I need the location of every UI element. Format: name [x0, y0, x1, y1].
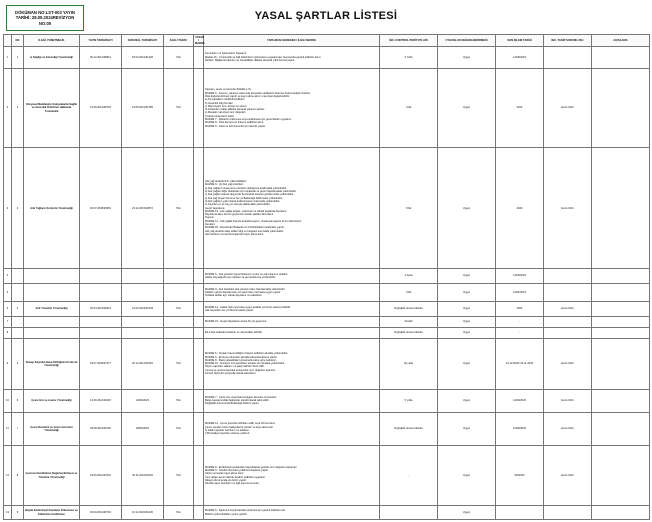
blank-cell	[194, 506, 204, 520]
row-index-cell: 13	[4, 506, 12, 520]
regulation-name-cell	[24, 327, 80, 338]
requirement-line: e) Kayıtları en az beş yıl süreyle saklamakla yükümlüdür.	[205, 203, 271, 207]
table-row	[4, 284, 650, 302]
requirement-line: Kapsam, amaç ve tanımlar (Madde 1-5):	[205, 88, 252, 92]
requirement-line: f) Alınan önlemlerin etkisi	[205, 114, 234, 118]
blank-cell	[194, 412, 204, 445]
requirement-line: Şikayet durumunda ek ölçüm yapılır.	[205, 478, 247, 482]
column-header	[4, 35, 12, 47]
regulation-name-cell: Atık Yönetimi Yönetmeliği	[24, 301, 80, 316]
requirement-text-cell	[204, 301, 380, 316]
responsible-cell	[544, 284, 592, 302]
requirement-line: Bildirim yükümlülükleri yerine getirilir.	[205, 512, 248, 516]
related-party-cell	[164, 284, 194, 302]
publish-date-cell: 02.03.2019/30702	[80, 506, 122, 520]
last-action-date-cell: -	[496, 327, 544, 338]
requirement-line: Atıkların geçici depolanması ve taşınması mevzuata uygun yapılır.	[205, 290, 281, 294]
note-cell	[592, 317, 650, 328]
publish-date-cell	[80, 317, 122, 328]
row-index-cell: 5	[4, 284, 12, 302]
responsible-cell: Çevre Müh.	[544, 389, 592, 412]
requirement-line: MADDE 7 - Risklerin önlenmesi veya azaltılması için genel ilkeler uygulanır.	[205, 117, 292, 121]
requirement-line: Taşıma:	[205, 216, 215, 220]
regulation-name-cell: Atık Yağların Kontrolü Yönetmeliği	[24, 148, 80, 269]
requirement-text-cell	[204, 445, 380, 505]
control-period-cell: 5 yılda	[380, 389, 438, 412]
requirement-line: Belge kapsamındaki faaliyetler sürekli olarak takip edilir.	[205, 399, 270, 403]
requirement-line: Ek-3 Atık etiketleri kullanılır ve atık kodları belirtilir.	[205, 331, 263, 335]
row-number-cell: 9	[12, 506, 24, 520]
related-party-cell: İSG	[164, 338, 194, 389]
responsible-cell: Çevre Müh.	[544, 148, 592, 269]
row-index-cell: 2	[4, 68, 12, 148]
table-row	[4, 269, 650, 284]
column-header: UYGUNLUK DEĞERLENDİRMESİ	[438, 35, 496, 47]
requirement-text-cell	[204, 412, 380, 445]
last-change-date-cell: 18.03.2021/31428	[122, 46, 164, 68]
related-party-cell	[164, 317, 194, 328]
requirement-line: Sınır değer aşımı halinde azaltım tedbirleri uygulanır.	[205, 475, 266, 479]
row-number-cell	[12, 269, 24, 284]
publish-date-cell: 02.04.2015/29314	[80, 301, 122, 316]
column-header: YASAK / MADDE	[195, 35, 205, 46]
related-party-cell	[164, 269, 194, 284]
last-change-date-cell	[122, 269, 164, 284]
blank-cell	[194, 68, 204, 148]
note-cell	[592, 68, 650, 148]
publish-date-cell	[80, 269, 122, 284]
blank-cell	[194, 46, 204, 68]
responsible-cell	[544, 327, 592, 338]
last-change-date-cell: 23.12.2015/29572	[122, 148, 164, 269]
column-header: İBU. TAKİP SORUMLUSU	[544, 35, 592, 47]
regulation-name-cell	[24, 269, 80, 284]
blank-cell	[194, 389, 204, 412]
control-period-cell: Yıllık	[380, 148, 438, 269]
requirement-line: MADDE 5 - İşletmeci büyük kazaları önlemek için gerekli tedbirleri alır.	[205, 509, 286, 513]
requirement-line: MADDE 14 - Atıklar ilgili mevzuata uygun şekilde çevrimiçi sisteme bildirilir.	[205, 305, 291, 309]
publish-date-cell: 10.09.2014/29115	[80, 389, 122, 412]
control-period-cell: Değişiklik olması halinde	[380, 301, 438, 316]
compliance-status-cell: Uygun	[438, 148, 496, 269]
requirement-line: a) Kimyasalların tehlikeli özellikleri	[205, 98, 245, 102]
control-period-cell	[380, 506, 438, 520]
requirement-line: Risk değerlendirmesi yapılır ve kayıt altına alınır; maruziyet değerlendirilir.	[205, 94, 290, 98]
control-period-cell: Sürekli	[380, 317, 438, 328]
blank-cell	[194, 338, 204, 389]
requirement-line: Akustik rapor hazırlanır ve ilgili kuruma sunulur.	[205, 482, 260, 486]
table-row	[4, 445, 650, 505]
note-cell	[592, 46, 650, 68]
note-cell	[592, 338, 650, 389]
related-party-cell: İSG	[164, 148, 194, 269]
last-change-date-cell: 21.03.2023/32139	[122, 301, 164, 316]
regulation-name-cell: Sanayi Kaynaklı Hava Kirliliğinin Kontrolü Yönetmeliği	[24, 338, 80, 389]
related-party-cell: İSG	[164, 412, 194, 445]
requirement-line: Atıklar kaynağında ayrı toplanır ve geri kazanıma yönlendirilir.	[205, 276, 276, 280]
compliance-status-cell: Uygun	[438, 46, 496, 68]
compliance-status-cell: Uygun	[438, 301, 496, 316]
compliance-status-cell: Uygun	[438, 338, 496, 389]
regulation-name-cell: Kimyasal Maddelerle Çalışmalarda Sağlık ve Güvenlik Önlemleri Hakkında Yönetmelik	[24, 68, 80, 148]
requirement-line: Depolama alanı zemini geçirimsiz olacak şekilde düzenlenir.	[205, 213, 274, 217]
requirement-line: MADDE 8 - Baca yükseklikleri yönetmelik ekine göre belirlenir.	[205, 358, 277, 362]
requirement-line: Kurumların ve İşletmelerin Kapsamı:	[205, 52, 247, 56]
publish-date-cell: 12.08.2013/28733	[80, 68, 122, 148]
responsible-cell: Çevre Müh.	[544, 412, 592, 445]
requirement-text-cell	[204, 46, 380, 68]
last-action-date-cell: 12/09/2023	[496, 389, 544, 412]
doc-revision-line: NO:00	[38, 20, 52, 26]
row-index-cell: 7	[4, 317, 12, 328]
row-index-cell: 4	[4, 269, 12, 284]
last-change-date-cell: 30.11.2022/32029	[122, 445, 164, 505]
requirement-line: b) Güvenlik bilgi formları	[205, 101, 233, 105]
last-action-date-cell: 11/01/2023	[496, 284, 544, 302]
responsible-cell: Çevre Müh.	[544, 338, 592, 389]
control-period-cell: Değişiklik olması halinde	[380, 327, 438, 338]
requirement-line: d) Kullanılan miktar dikkate alınarak çalışma şartları	[205, 108, 265, 112]
blank-cell	[194, 284, 204, 302]
row-number-cell: 7	[12, 412, 24, 445]
publish-date-cell: 04.06.2010/27601	[80, 445, 122, 505]
row-index-cell: 1	[4, 46, 12, 68]
responsible-cell: Çevre Müh.	[544, 445, 592, 505]
last-action-date-cell: 11/06/2023	[496, 46, 544, 68]
last-change-date-cell	[122, 284, 164, 302]
table-row	[4, 506, 650, 520]
compliance-status-cell: Uygun	[438, 317, 496, 328]
requirement-line: MADDE 5 - Tesisler hava kirliliğini önleyici tedbirleri almakla yükümlüdür.	[205, 352, 289, 356]
requirement-line: e) Mesleki maruziyet sınır değerleri	[205, 111, 246, 115]
row-index-cell: 3	[4, 148, 12, 269]
column-header: İBU. KONTROL PERİYOTLARI	[380, 35, 438, 47]
last-action-date-cell: 2023	[496, 68, 544, 148]
row-index-cell: 9	[4, 338, 12, 389]
last-change-date-cell: 15.05.2021/31485	[122, 68, 164, 148]
table-row	[4, 301, 650, 316]
regulation-name-cell: Çevre İzin ve Lisans Yönetmeliği	[24, 389, 80, 412]
blank-cell	[194, 317, 204, 328]
requirement-line: Geri kazanım ve bertaraf işlemleri kayıt altına alınır.	[205, 232, 265, 236]
related-party-cell: İSG	[164, 389, 194, 412]
requirement-line: Tehlikeli atıklar ayrı olarak depolanır ve etiketlenir.	[205, 294, 263, 298]
requirement-line: MADDE 5 - Atık yönetimi genel ilkelerine uyulur ve atık oluşumu azaltılır.	[205, 272, 288, 276]
note-cell	[592, 445, 650, 505]
control-period-cell: 3 Ayda	[380, 269, 438, 284]
responsible-cell	[544, 506, 592, 520]
requirement-line: c) Atık yağları lisanslı taşıyıcılar ile bertaraf tesisine göndermekle yükümlüdür.	[205, 193, 295, 197]
requirement-line: MADDE 6 - İşveren, çalışma ortamında kimyasal maddelerin bulunup bulunmadığını belirler.	[205, 91, 311, 95]
requirement-line: Denetim:	[205, 223, 216, 227]
requirement-text-cell	[204, 506, 380, 520]
requirement-text-cell	[204, 327, 380, 338]
requirement-line: a) Atık yağların oluşumunu mümkün olduğunca azaltmakla yükümlüdür.	[205, 186, 287, 190]
related-party-cell: İSG	[164, 68, 194, 148]
column-header: SON İŞLEM TARİHİ	[496, 35, 544, 47]
related-party-cell	[164, 327, 194, 338]
control-period-cell: -	[380, 445, 438, 505]
requirement-line: Madde 26 - Yönetmelik ve ilgili hükümlerin işletmelere uygulanması hususunda gerekli tedbirler alınır.	[205, 55, 322, 59]
requirement-line: c) Maruziyetin türü, düzeyi ve süresi	[205, 104, 247, 108]
last-action-date-cell: 11/06/2023	[496, 269, 544, 284]
control-period-cell: Değişiklik olması halinde	[380, 412, 438, 445]
requirement-line: MADDE 9 - Gürültü ölçümleri yetkili kuruluşlarca yapılır.	[205, 468, 269, 472]
requirement-line: MADDE 16 - Geçici depolama süresi bir yılı geçemez.	[205, 320, 267, 324]
last-change-date-cell: 24/03/2023	[122, 389, 164, 412]
row-number-cell	[12, 284, 24, 302]
column-header: YAYIN TARİHİ/SAYI	[80, 35, 122, 47]
table-row	[4, 338, 650, 389]
requirement-line: MADDE 6 - Emisyon ölçümleri akredite laboratuvarlarca yapılır.	[205, 355, 278, 359]
table-row	[4, 317, 650, 328]
requirement-line: Yıllık faaliyet raporları sisteme yüklenir.	[205, 432, 250, 436]
responsible-cell	[544, 317, 592, 328]
requirement-line: MADDE 13 - Atık yağlar kapalı, sızdırmaz ve etiketli kaplarda depolanır.	[205, 209, 288, 213]
publish-date-cell: 30.12.2012/28512	[80, 46, 122, 68]
regulation-name-cell: Büyük Endüstriyel Kazaların Önlenmesi ve Etkilerinin Azaltılması	[24, 506, 80, 520]
publish-date-cell	[80, 284, 122, 302]
table-row	[4, 68, 650, 148]
last-change-date-cell	[122, 317, 164, 328]
requirement-line: ç) Atık yağ beyan formunu her yıl Bakanlığa bildirmekle yükümlüdür.	[205, 196, 283, 200]
requirement-line: Değişiklik durumunda Bakanlığa bildirim yapılır.	[205, 402, 260, 406]
regulation-name-cell: Çevre Denetimi ve Çevre Görevlisi Yönetmeliği	[24, 412, 80, 445]
requirement-line: MADDE 14 - Atık yağlar lisanslı araçlarla taşınır, ulusal atık taşıma formu düzenlenir.	[205, 219, 302, 223]
compliance-status-cell: Uygun	[438, 389, 496, 412]
row-number-cell: 1	[12, 46, 24, 68]
row-number-cell	[12, 327, 24, 338]
table-header-row	[4, 35, 650, 47]
requirement-line: Ölçüm raporları saklanır ve talep halinde ibraz edilir.	[205, 365, 265, 369]
note-cell	[592, 327, 650, 338]
responsible-cell: Çevre Müh.	[544, 68, 592, 148]
note-cell	[592, 412, 650, 445]
last-action-date-cell: 6/6/2023	[496, 445, 544, 505]
table-row	[4, 46, 650, 68]
responsible-cell: Çevre Müh.	[544, 301, 592, 316]
table-row	[4, 148, 650, 269]
control-period-cell: Yıllık	[380, 284, 438, 302]
page-title: YASAL ŞARTLAR LİSTESİ	[254, 10, 398, 22]
requirement-line: Kontrol ölçümleri periyodik olarak tekrarlanır.	[205, 372, 257, 376]
requirement-line: d) Atık yağların yakıt olarak kullanılmasını önlemekle yükümlüdür.	[205, 199, 281, 203]
column-header: AÇIKLAMA	[592, 35, 650, 47]
requirement-line: Çevre yönetim birimi faaliyetlerini yürütür ve kayıt altına alır.	[205, 425, 274, 429]
publish-date-cell	[80, 327, 122, 338]
last-change-date-cell: 10.12.2020/31330	[122, 506, 164, 520]
blank-cell	[194, 327, 204, 338]
requirement-line: MADDE 18 - Denetimler Bakanlık ve İl Müdürlükleri tarafından yapılır.	[205, 226, 285, 230]
requirement-text-cell	[204, 317, 380, 328]
related-party-cell: İSG	[164, 445, 194, 505]
row-index-cell: 12	[4, 445, 12, 505]
requirement-text-cell	[204, 68, 380, 148]
note-cell	[592, 389, 650, 412]
requirement-line: MADDE 9 - (1) Atık yağ üreticileri:	[205, 183, 244, 187]
responsible-cell	[544, 269, 592, 284]
responsible-cell	[544, 46, 592, 68]
related-party-cell: İSG	[164, 46, 194, 68]
requirement-line: MADDE 9 - Atık üreticileri atık yönetim planı hazırlamakla yükümlüdür.	[205, 287, 286, 291]
requirement-text-cell	[204, 338, 380, 389]
note-cell	[592, 148, 650, 269]
table-row	[4, 327, 650, 338]
requirement-text-cell	[204, 269, 380, 284]
compliance-status-cell: Uygun	[438, 68, 496, 148]
row-number-cell	[12, 317, 24, 328]
last-change-date-cell: 28/03/2023	[122, 412, 164, 445]
doc-date-line: TARİHİ: 28.05.2024REVİZYON	[15, 15, 75, 21]
last-change-date-cell	[122, 327, 164, 338]
compliance-status-cell: Uygun	[438, 269, 496, 284]
requirement-line: MADDE 7 - Çevre izin veya lisans belgesi alınması zorunludur.	[205, 395, 277, 399]
row-index-cell: 6	[4, 301, 12, 316]
related-party-cell: İSG	[164, 506, 194, 520]
row-number-cell: 5	[12, 338, 24, 389]
requirement-line: b) Atık yağları diğer atıklardan ayrı toplamak ve geçici depolamakla yükümlüdür.	[205, 190, 297, 194]
row-number-cell: 8	[12, 445, 24, 505]
requirement-text-cell	[204, 284, 380, 302]
column-header: NO	[12, 35, 24, 47]
row-number-cell: 3	[12, 148, 24, 269]
blank-cell	[194, 148, 204, 269]
requirement-line: MADDE 8 - Endüstriyel tesislerden kaynaklanan gürültü sınır değerleri aşılamaz.	[205, 465, 298, 469]
requirement-line: MADDE 12 - Çevre görevlisi istihdam edilir veya hizmet alınır.	[205, 422, 276, 426]
last-action-date-cell: 2023	[496, 148, 544, 269]
compliance-status-cell: Uygun	[438, 284, 496, 302]
note-cell	[592, 284, 650, 302]
requirement-line: MADDE 8 - Özel koruma ve önleme tedbirleri alınır.	[205, 121, 264, 125]
requirement-line: Yanma ve proses kaynaklı emisyonlar sınır değerleri aşamaz.	[205, 368, 276, 372]
column-header: YAPILMASI GEREKEN / İLGİLİ MADDE	[204, 35, 380, 47]
regulation-name-cell	[24, 284, 80, 302]
last-action-date-cell: 12/09/2023	[496, 412, 544, 445]
last-change-date-cell: 20.12.2014/29181	[122, 338, 164, 389]
column-header: İLGİLİ YÖNETMELİK	[24, 35, 80, 47]
control-period-cell: Yıllık	[380, 68, 438, 148]
blank-cell	[194, 301, 204, 316]
requirement-line: Atık yağ üreticilerinin yükümlülükleri:	[205, 180, 247, 184]
blank-cell	[194, 445, 204, 505]
last-action-date-cell: 2023	[496, 301, 544, 316]
related-party-cell: İSG	[164, 301, 194, 316]
table-row	[4, 389, 650, 412]
note-cell	[592, 269, 650, 284]
regulation-name-cell	[24, 317, 80, 328]
requirement-text-cell	[204, 148, 380, 269]
doc-number-line: DÖKÜMAN NO:LST-003 YAYIN	[15, 9, 75, 15]
row-number-cell: 2	[12, 68, 24, 148]
row-number-cell: 6	[12, 389, 24, 412]
note-cell	[592, 301, 650, 316]
requirement-text-cell	[204, 389, 380, 412]
last-action-date-cell	[496, 506, 544, 520]
column-header: İLGİLİ TARAF	[164, 35, 194, 47]
last-action-date-cell: 22.12.2020/ 04.11.2022	[496, 338, 544, 389]
regulation-name-cell: İş Sağlığı ve Güvenliği Yönetmeliği	[24, 46, 80, 68]
note-cell	[592, 506, 650, 520]
requirement-line: MADDE 9 - Kaza ve acil durumlar için hazırlık yapılır.	[205, 124, 266, 128]
compliance-status-cell: Uygun	[438, 506, 496, 520]
compliance-status-cell: Uygun	[438, 445, 496, 505]
row-number-cell: 4	[12, 301, 24, 316]
requirement-line: Geçici depolama:	[205, 206, 226, 210]
blank-cell	[194, 269, 204, 284]
row-index-cell: 10	[4, 389, 12, 412]
requirement-line: MADDE 10 - Emisyon izni gerektiren tesisler izin almakla yükümlüdür.	[205, 362, 286, 366]
requirement-line: Rehber: Bağlantılı İşlemler ve Gereklilikler dikkate alınarak yıllık kontrol yapılır.	[205, 59, 295, 62]
publish-date-cell: 03.07.2009/27277	[80, 338, 122, 389]
publish-date-cell: 09.08.2016/29790	[80, 412, 122, 445]
last-action-date-cell: -	[496, 317, 544, 328]
requirement-line: Atık beyanları her yıl düzenli olarak yapılır.	[205, 308, 254, 312]
control-period-cell: 3 Yılda	[380, 46, 438, 68]
table-row	[4, 412, 650, 445]
regulation-name-cell: Çevresel Gürültünün Değerlendirilmesi ve Yönetimi Yönetmeliği	[24, 445, 80, 505]
column-header: SON DEĞ. TARİHİ/SAYI	[122, 35, 164, 47]
publish-date-cell: 30.07.2008/26952	[80, 148, 122, 269]
requirement-line: Atık yağ üreticisi talep edilen bilgi ve belgeleri sunmakla yükümlüdür.	[205, 229, 284, 233]
compliance-status-cell: Uygun	[438, 327, 496, 338]
row-index-cell: 11	[4, 412, 12, 445]
control-period-cell: İki yılda	[380, 338, 438, 389]
legal-requirements-table	[3, 34, 650, 520]
requirement-line: Ölçüm sonuçları kayıt altına alınır.	[205, 472, 245, 476]
compliance-status-cell: Uygun	[438, 412, 496, 445]
row-index-cell: 8	[4, 327, 12, 338]
requirement-line: İç tetkik raporları hazırlanır ve saklanır.	[205, 428, 250, 432]
